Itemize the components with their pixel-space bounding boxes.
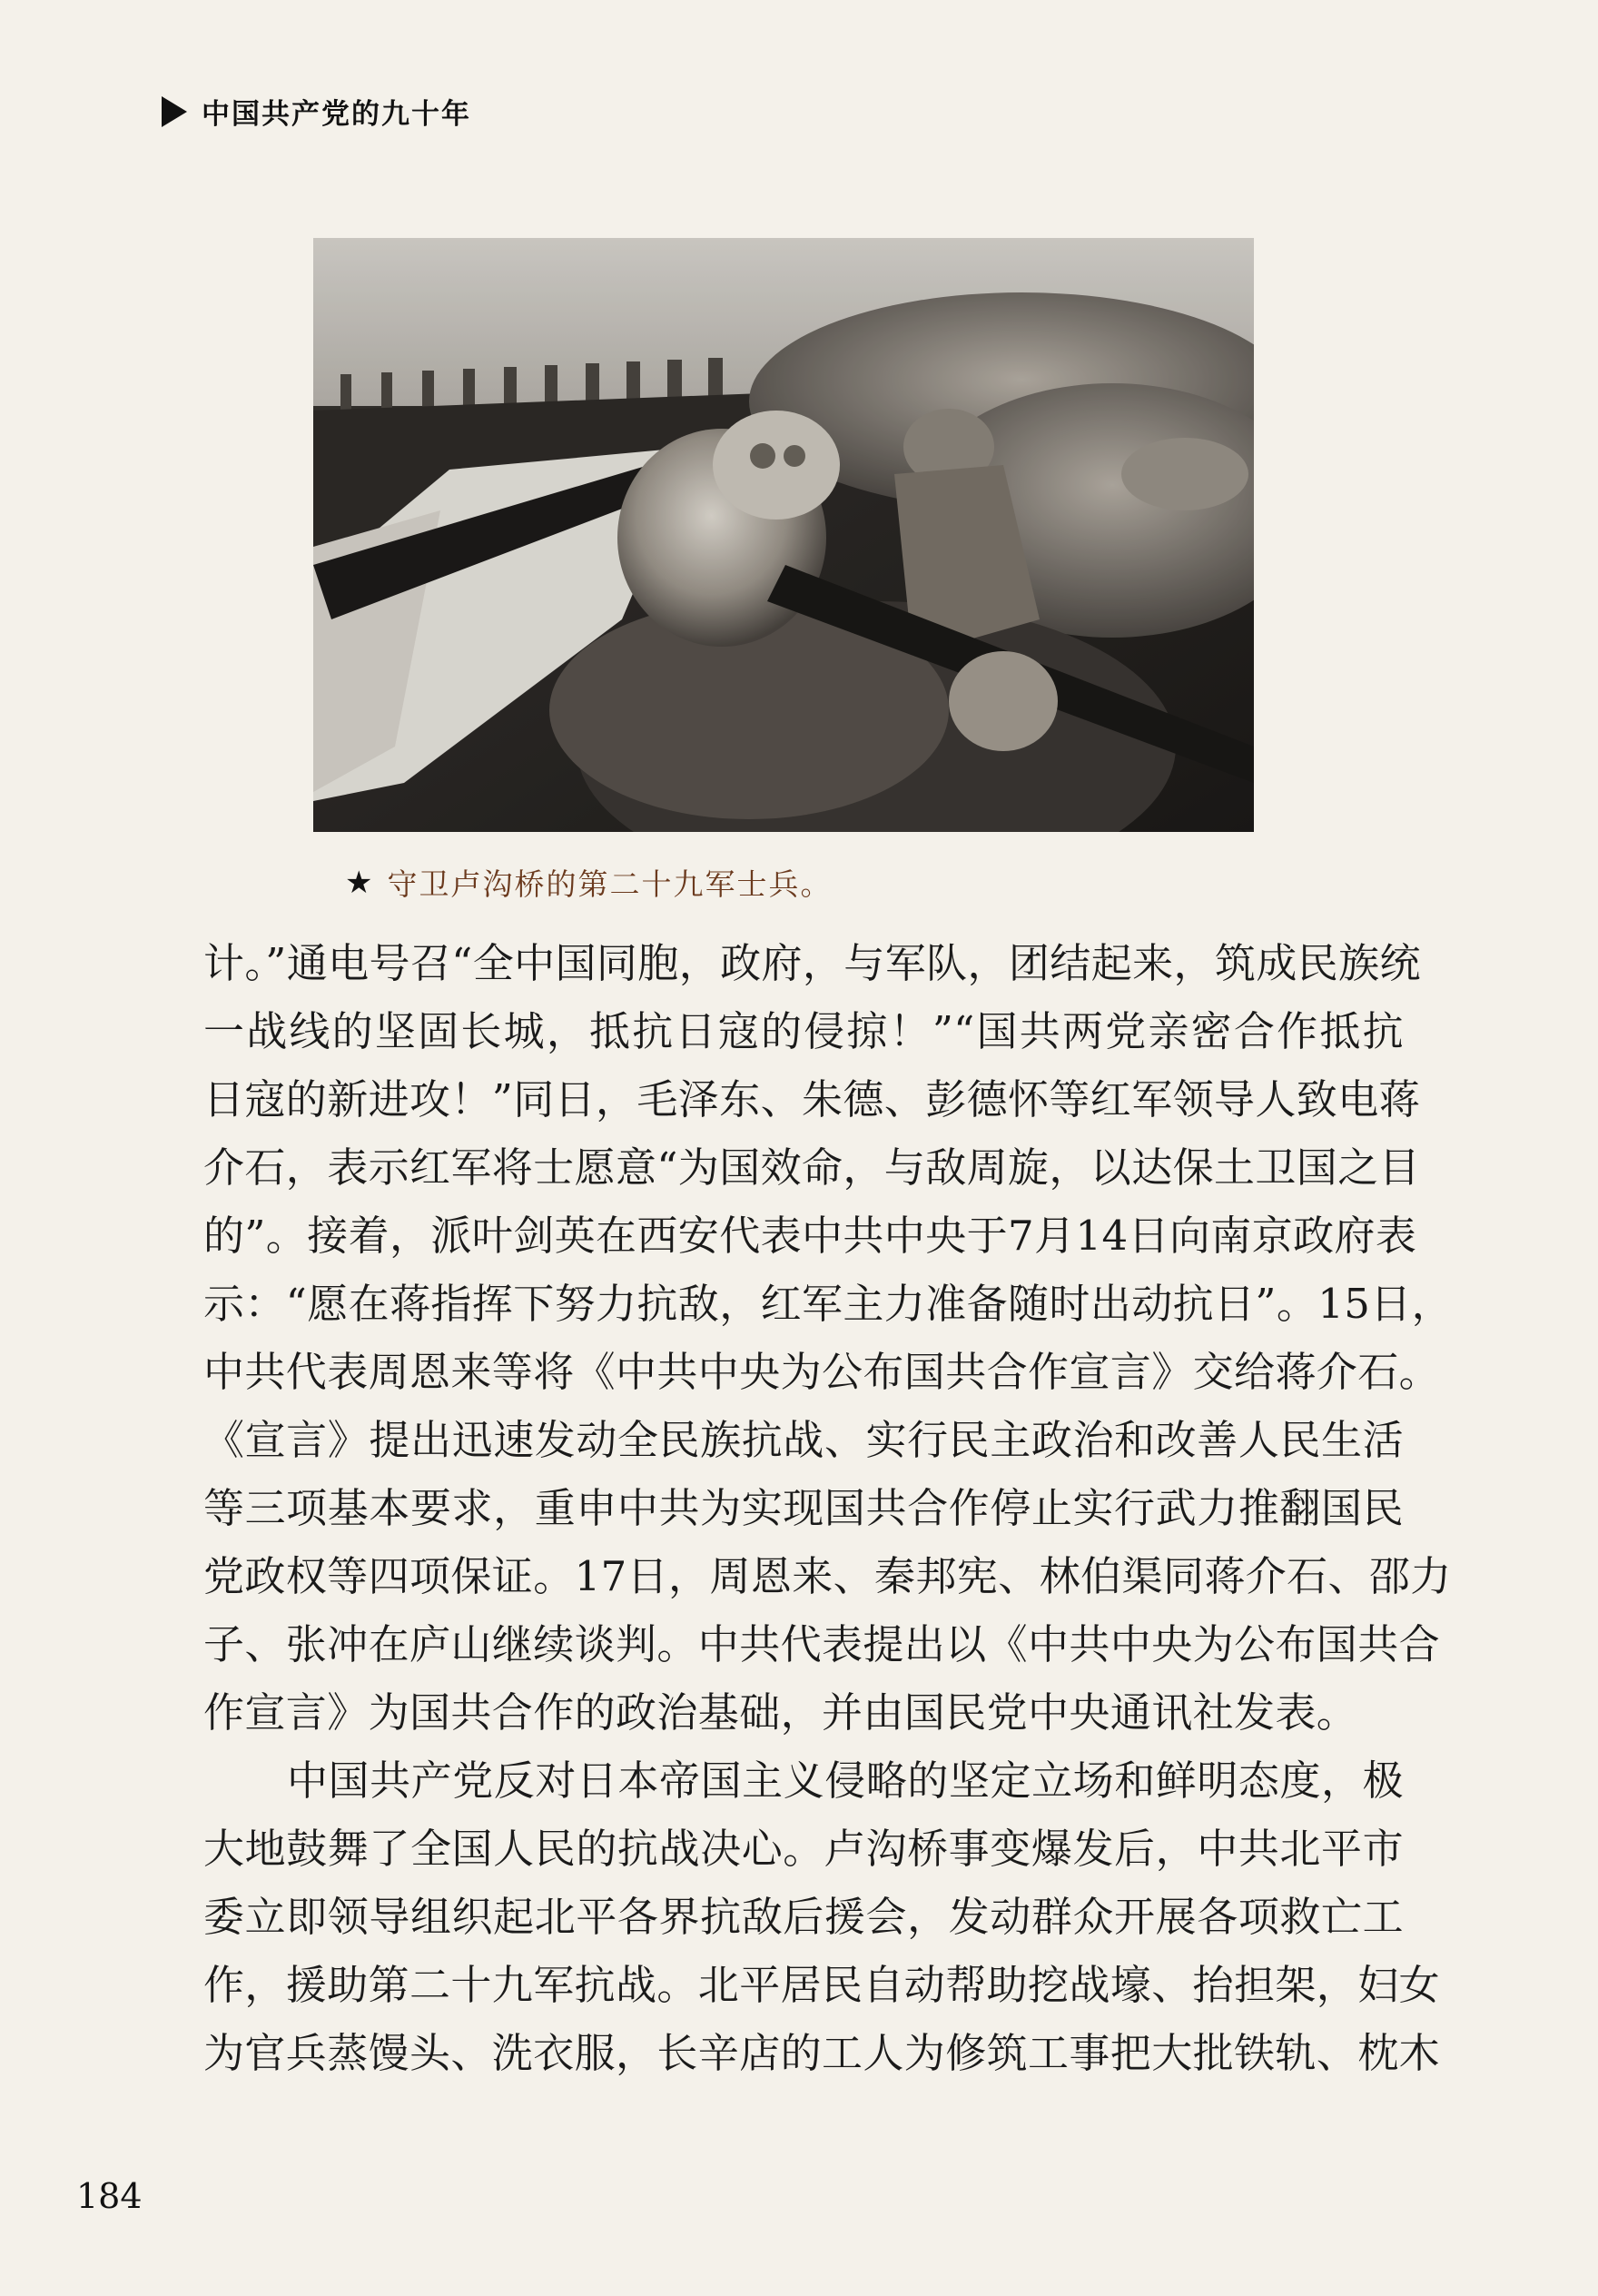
triangle-marker-icon	[162, 96, 187, 127]
text-line: 作宣言》为国共合作的政治基础，并由国民党中央通讯社发表。	[203, 1688, 1358, 1737]
photo-caption-text: 守卫卢沟桥的第二十九军士兵。	[387, 866, 833, 902]
text-line: 《宣言》提出迅速发动全民族抗战、实行民主政治和改善人民生活	[203, 1416, 1404, 1464]
text-line: 委立即领导组织起北平各界抗敌后援会，发动群众开展各项救亡工	[203, 1893, 1404, 1941]
text-line: 子、张冲在庐山继续谈判。中共代表提出以《中共中央为公布国共合	[203, 1620, 1441, 1668]
text-line: 计。”通电号召“全中国同胞，政府，与军队，团结起来，筑成民族统	[203, 939, 1421, 987]
text-line: 为官兵蒸馒头、洗衣服，长辛店的工人为修筑工事把大批铁轨、枕木	[203, 2029, 1441, 2077]
text-line: 介石，表示红军将士愿意“为国效命，与敌周旋，以达保土卫国之目	[203, 1143, 1421, 1192]
text-line: 大地鼓舞了全国人民的抗战决心。卢沟桥事变爆发后，中共北平市	[203, 1825, 1404, 1873]
running-header-title: 中国共产党的九十年	[202, 98, 471, 131]
text-line: 一战线的坚固长城，抵抗日寇的侵掠！”“国共两党亲密合作抵抗	[203, 1007, 1404, 1055]
text-line: 作，援助第二十九军抗战。北平居民自动帮助挖战壕、抬担架，妇女	[203, 1961, 1441, 2009]
main-text	[203, 929, 1454, 2087]
text-line: 中国共产党反对日本帝国主义侵略的坚定立场和鲜明态度，极	[287, 1757, 1404, 1805]
bridge-soldiers-photo-illustration	[313, 238, 1254, 832]
text-line: 党政权等四项保证。17日，周恩来、秦邦宪、林伯渠同蒋介石、邵力	[203, 1552, 1452, 1600]
text-line: 日寇的新进攻！”同日，毛泽东、朱德、彭德怀等红军领导人致电蒋	[203, 1075, 1421, 1123]
running-header	[162, 91, 471, 132]
text-line: 示：“愿在蒋指挥下努力抗敌，红军主力准备随时出动抗日”。15日，	[203, 1280, 1454, 1328]
star-icon: ★	[345, 864, 375, 901]
page-number: 184	[76, 2176, 143, 2216]
photo-caption	[345, 861, 832, 904]
historical-photo	[313, 238, 1254, 832]
text-line: 的”。接着，派叶剑英在西安代表中共中央于7月14日向南京政府表	[203, 1212, 1417, 1260]
text-line: 中共代表周恩来等将《中共中央为公布国共合作宣言》交给蒋介石。	[203, 1348, 1441, 1396]
text-line: 等三项基本要求，重申中共为实现国共合作停止实行武力推翻国民	[203, 1484, 1404, 1532]
